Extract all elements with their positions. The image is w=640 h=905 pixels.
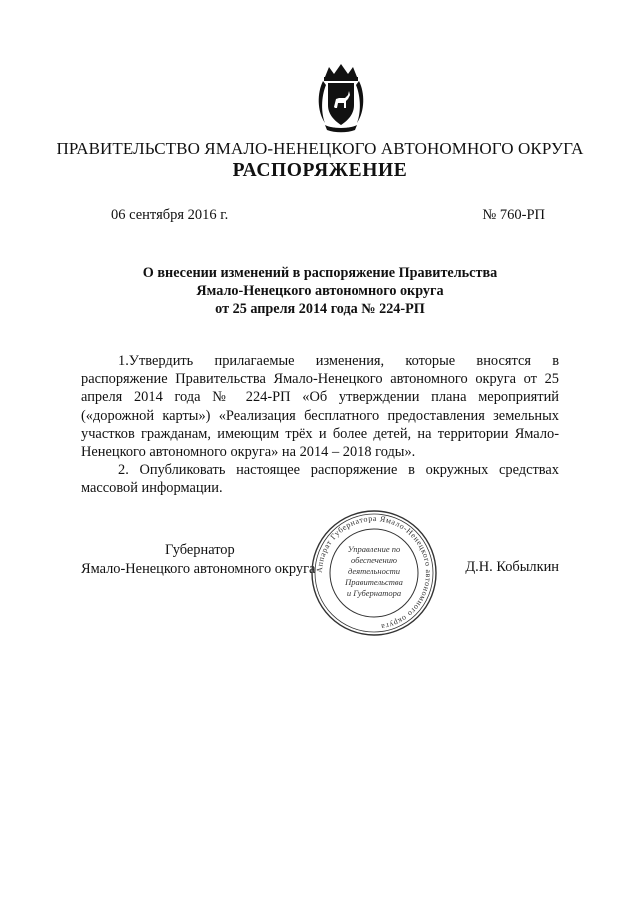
seal-inner-line: Управление по: [347, 544, 401, 554]
document-number: № 760-РП: [482, 207, 545, 223]
signatory-region: Ямало-Ненецкого автономного округа: [81, 560, 316, 577]
seal-inner-line: и Губернатора: [346, 588, 402, 598]
government-name: ПРАВИТЕЛЬСТВО ЯМАЛО-НЕНЕЦКОГО АВТОНОМНОГО ОКРУГА: [56, 139, 584, 158]
signatory-name: Д.Н. Кобылкин: [465, 559, 559, 575]
title-line: Ямало-Ненецкого автономного округа: [196, 283, 444, 299]
official-seal-stamp: [309, 508, 439, 638]
title-line: О внесении изменений в распоряжение Правительства: [142, 265, 498, 281]
seal-inner-line: Правительства: [345, 577, 403, 587]
document-title: [80, 264, 560, 318]
title-line: от 25 апреля 2014 года № 224-РП: [215, 301, 425, 317]
document-body: [81, 352, 559, 498]
paragraph-publish: 2. Опубликовать настоящее распоряжение в окружных средствах массовой информации.: [81, 462, 559, 497]
paragraph-approve-changes: 1.Утвердить прилагаемые изменения, которые вносятся в распоряжение Правительства Ямало-Ненецкого автономного округа от 25 апреля 2014 года № 224-РП «Об утверждении плана мероприятий («дорожной карты») «Реализация бесплатного предоставления земельных участков гражданам, имеющим трёх и более детей, на территории Ямало-Ненецкого автономного округа» на 2014 – 2018 годы».: [81, 353, 559, 461]
svg-text:Аппарат Губернатора Ямало-Нене: Аппарат Губернатора Ямало-Ненецкого автономного округа: [314, 513, 434, 632]
document-type: РАСПОРЯЖЕНИЕ: [232, 160, 408, 181]
seal-inner-line: обеспечению: [350, 555, 398, 565]
document-date: 06 сентября 2016 г.: [111, 207, 229, 223]
seal-inner-line: деятельности: [347, 566, 401, 576]
coat-of-arms-icon: [315, 63, 367, 133]
signatory-title: Губернатор: [165, 542, 235, 558]
